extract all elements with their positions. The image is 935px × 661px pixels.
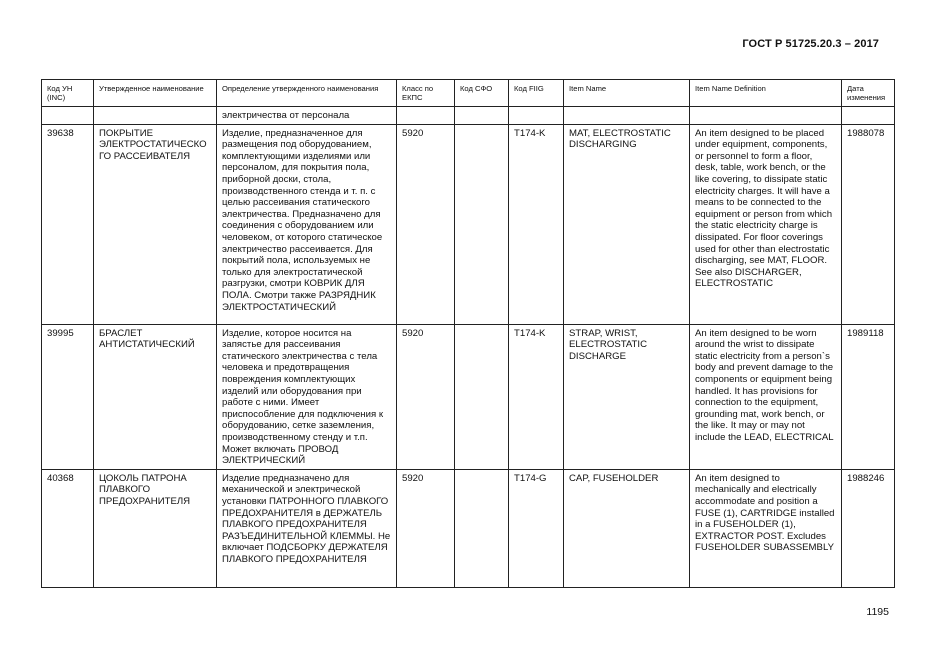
cell-code — [42, 107, 94, 125]
cell-fiig: T174-K — [509, 124, 564, 324]
cell-name: ПОКРЫТИЕ ЭЛЕКТРОСТАТИЧЕСКО ГО РАССЕИВАТЕЛЯ — [94, 124, 217, 324]
cell-definition: электричества от персонала — [217, 107, 397, 125]
header-sfo: Код СФО — [455, 80, 509, 107]
table-row — [42, 124, 895, 324]
cell-item-definition: An item designed to be worn around the wrist to dissipate static electricity from a person`s body and prevent damage to the components or equipment being handled. It has provisions for connection to the equipment, grounding mat, work bench, or the like. It may or may not include the LEAD, ELECTRICAL — [690, 324, 842, 469]
cell-item-name: CAP, FUSEHOLDER — [564, 469, 690, 587]
catalog-table — [41, 79, 895, 588]
header-row — [42, 80, 895, 107]
cell-definition: Изделие, предназначенное для размещения под оборудованием, комплектующими изделиями или персоналом, для покрытия пола, приборной доски, стола, производственного стенда и т. п. с целью рассеивания статического электричества. Предназначено для соединения с оборудованием или человеком, от которого статическое электричество рассеивается. Для покрытий пола, используемых не только для электростатической разгрузки, смотри КОВРИК ДЛЯ ПОЛА. Смотри также РАЗРЯДНИК ЭЛЕКТРОСТАТИЧЕСКИЙ — [217, 124, 397, 324]
cell-item-name: STRAP, WRIST, ELECTROSTATIC DISCHARGE — [564, 324, 690, 469]
cell-name: ЦОКОЛЬ ПАТРОНА ПЛАВКОГО ПРЕДОХРАНИТЕЛЯ — [94, 469, 217, 587]
cell-sfo — [455, 469, 509, 587]
header-code: Код УН (INC) — [42, 80, 94, 107]
cell-date: 1989118 — [842, 324, 895, 469]
header-item-name: Item Name — [564, 80, 690, 107]
cell-sfo — [455, 324, 509, 469]
cell-item-definition: An item designed to mechanically and electrically accommodate and position a FUSE (1), CARTRIDGE installed in a FUSEHOLDER (1), EXTRACTOR POST. Excludes FUSEHOLDER SUBASSEMBLY — [690, 469, 842, 587]
page-number: 1195 — [866, 606, 889, 618]
cell-date — [842, 107, 895, 125]
header-class: Класс по ЕКПС — [397, 80, 455, 107]
cell-class: 5920 — [397, 324, 455, 469]
cell-code: 39638 — [42, 124, 94, 324]
cell-fiig — [509, 107, 564, 125]
cell-item-definition: An item designed to be placed under equipment, components, or personnel to form a floor, desk, table, work bench, or the like covering, to dissipate static electricity charges. It will have a means to be connected to the equipment or person from which the static electricity charge is dissipated. For floor coverings used for other than electrostatic discharging, see MAT, FLOOR. See also DISCHARGER, ELECTROSTATIC — [690, 124, 842, 324]
header-item-definition: Item Name Definition — [690, 80, 842, 107]
cell-name — [94, 107, 217, 125]
cell-item-name: MAT, ELECTROSTATIC DISCHARGING — [564, 124, 690, 324]
cell-class: 5920 — [397, 124, 455, 324]
header-fiig: Код FIIG — [509, 80, 564, 107]
cell-definition: Изделие предназначено для механической и электрической установки ПАТРОННОГО ПЛАВКОГО ПРЕДОХРАНИТЕЛЯ в ДЕРЖАТЕЛЬ ПЛАВКОГО ПРЕДОХРАНИТЕЛЯ РАЗЪЕДИНИТЕЛЬНОЙ КЛЕММЫ. Не включает ПОДСБОРКУ ДЕРЖАТЕЛЯ ПЛАВКОГО ПРЕДОХРАНИТЕЛЯ — [217, 469, 397, 587]
cell-class — [397, 107, 455, 125]
cell-fiig: T174-G — [509, 469, 564, 587]
cell-class: 5920 — [397, 469, 455, 587]
cell-code: 39995 — [42, 324, 94, 469]
table-row — [42, 469, 895, 587]
continuation-row — [42, 107, 895, 125]
cell-fiig: T174-K — [509, 324, 564, 469]
cell-date: 1988078 — [842, 124, 895, 324]
table-row — [42, 324, 895, 469]
cell-date: 1988246 — [842, 469, 895, 587]
cell-sfo — [455, 107, 509, 125]
cell-name: БРАСЛЕТ АНТИСТАТИЧЕСКИЙ — [94, 324, 217, 469]
cell-item-name — [564, 107, 690, 125]
cell-sfo — [455, 124, 509, 324]
header-name: Утвержденное наименование — [94, 80, 217, 107]
document-code: ГОСТ Р 51725.20.3 – 2017 — [742, 38, 879, 50]
cell-item-definition — [690, 107, 842, 125]
cell-definition: Изделие, которое носится на запястье для рассеивания статического электричества с тела человека и предотвращения повреждения комплектующих изделий или оборудования при работе с ними. Имеет приспособление для подключения к оборудованию, сетке заземления, производственному стенду и т.п. Может включать ПРОВОД ЭЛЕКТРИЧЕСКИЙ — [217, 324, 397, 469]
cell-code: 40368 — [42, 469, 94, 587]
header-definition: Определение утвержденного наименования — [217, 80, 397, 107]
header-date: Дата изменения — [842, 80, 895, 107]
